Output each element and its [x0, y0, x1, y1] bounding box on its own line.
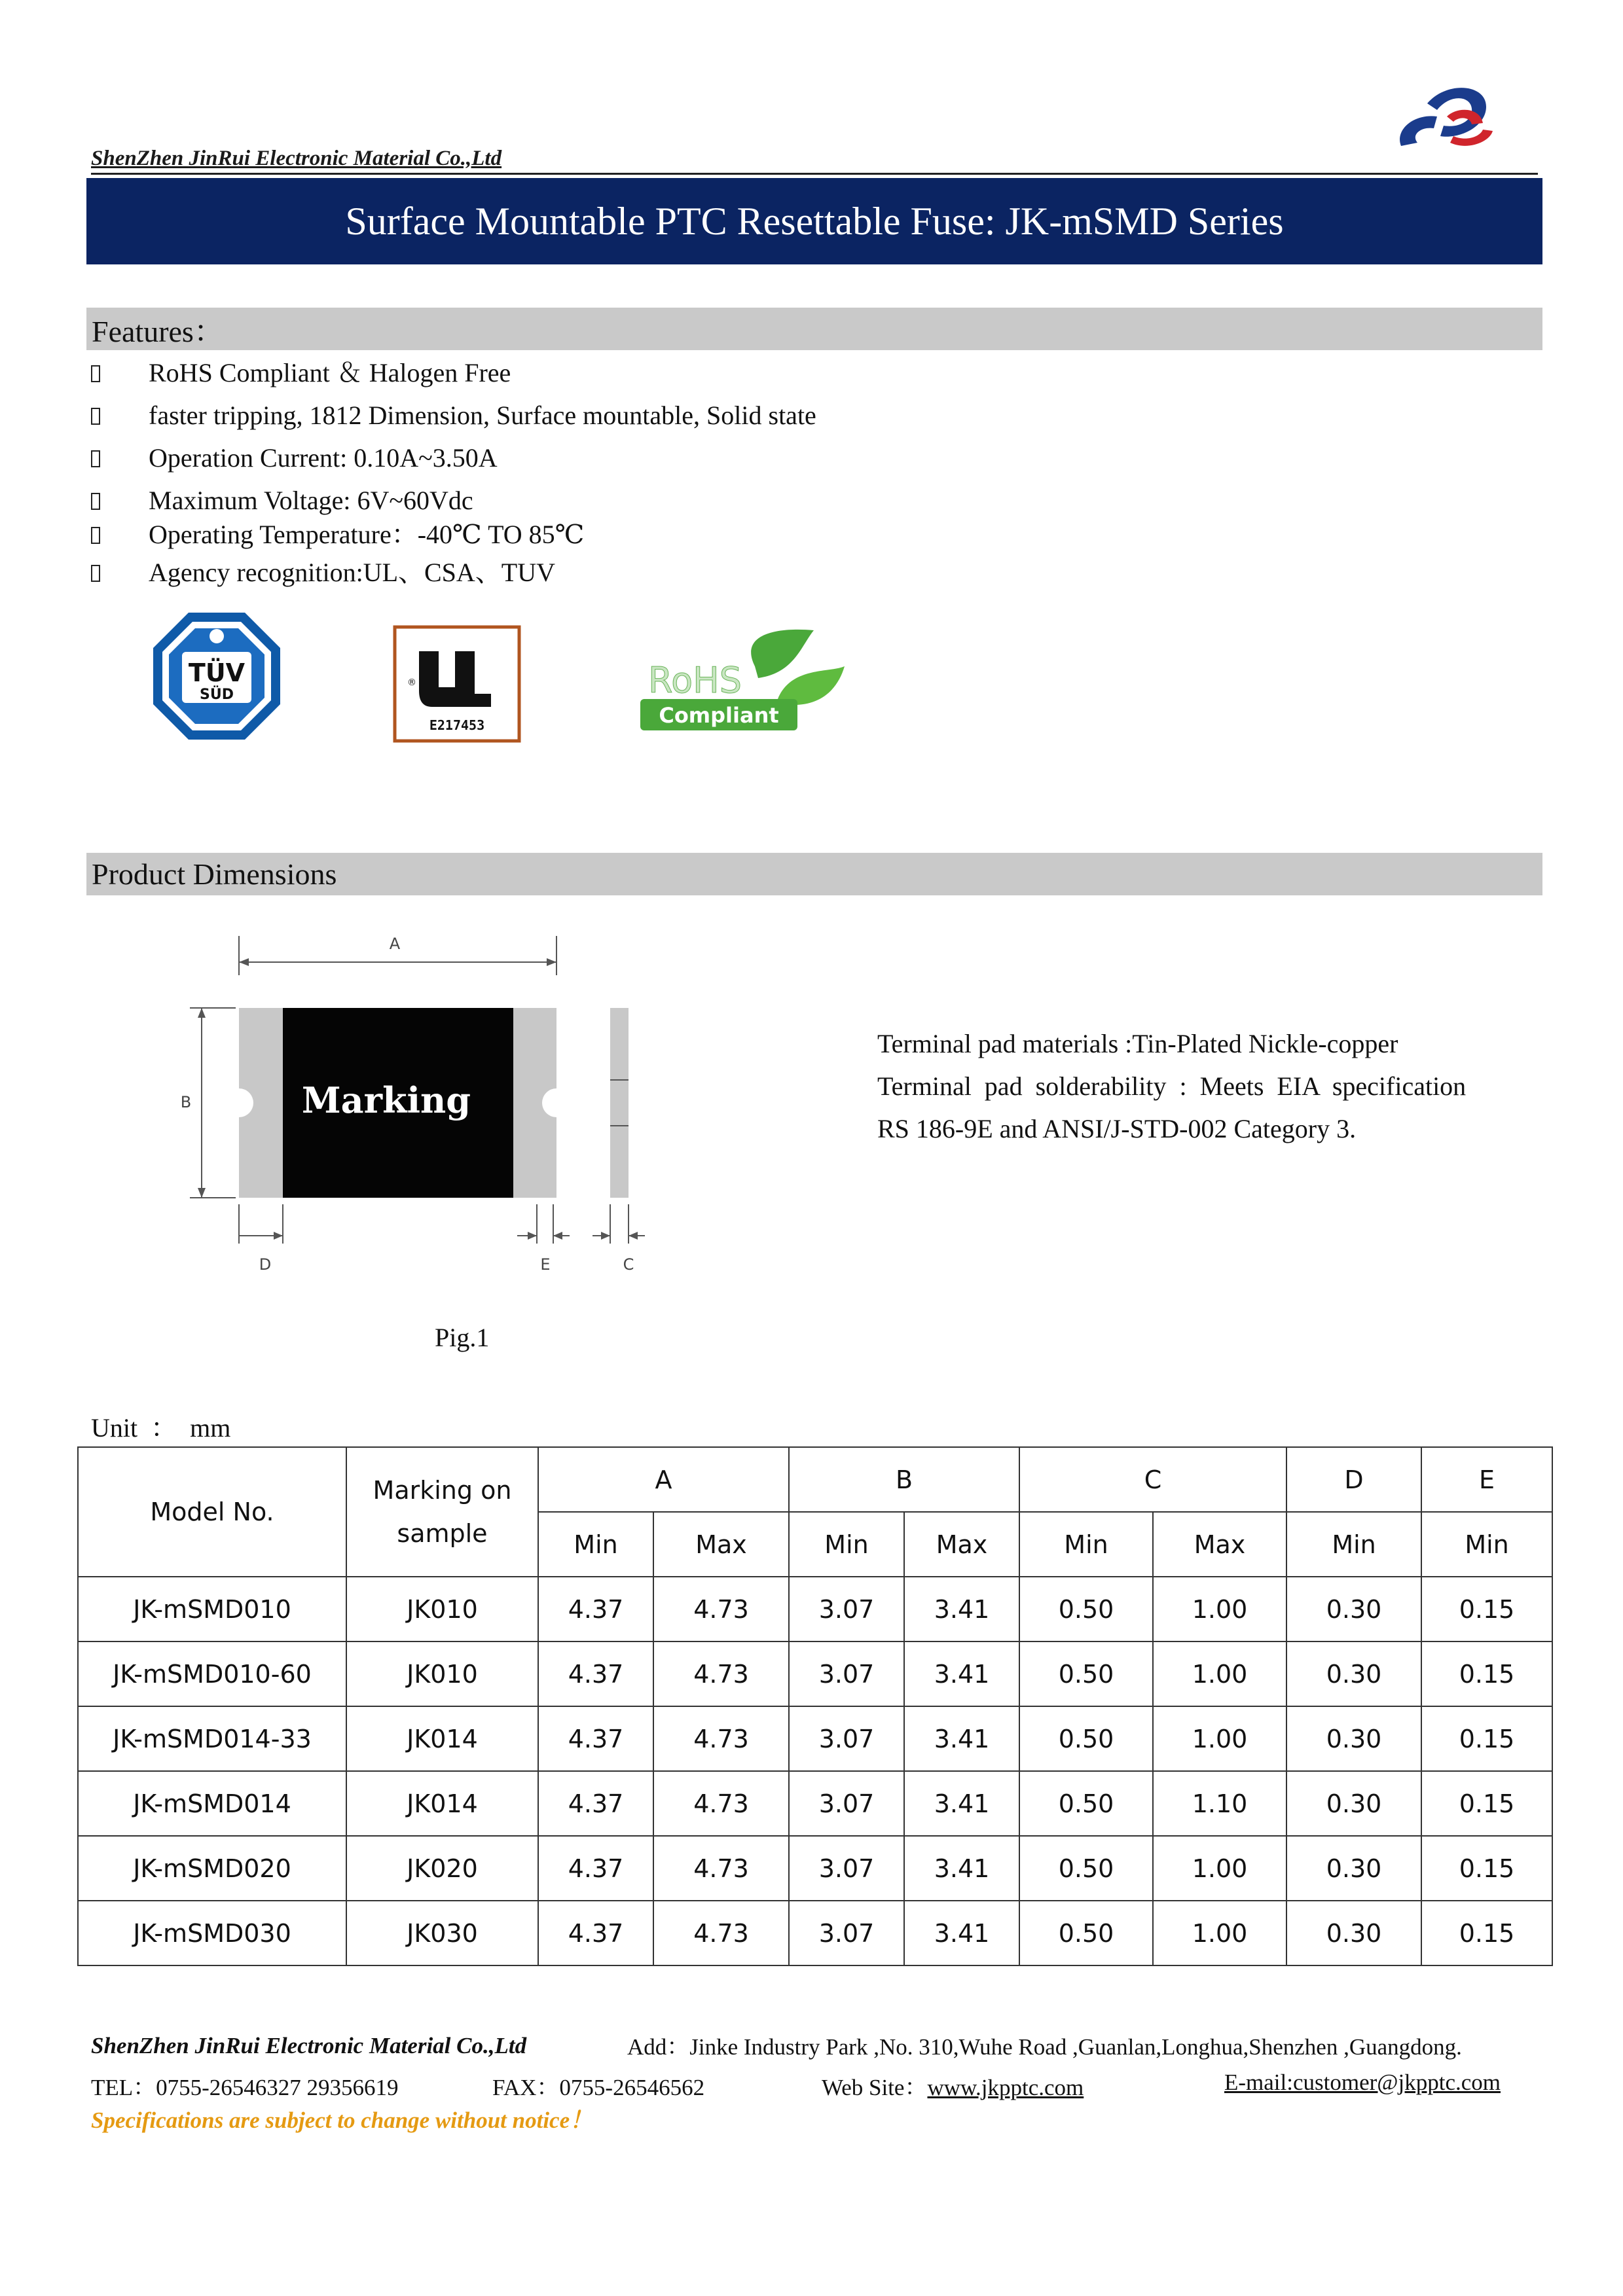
table-header-row [78, 1447, 1552, 1512]
value-cell: 3.41 [904, 1771, 1019, 1836]
svg-text:®: ® [407, 677, 416, 688]
features-heading: Features： [92, 314, 224, 348]
value-cell: 4.73 [653, 1771, 789, 1836]
model-cell: JK-mSMD014-33 [78, 1706, 346, 1771]
value-cell: 4.37 [538, 1706, 653, 1771]
value-cell: 0.15 [1421, 1577, 1552, 1641]
model-cell: JK-mSMD030 [78, 1901, 346, 1965]
value-cell: 0.50 [1019, 1577, 1153, 1641]
subheader-cell: Min [1286, 1512, 1421, 1577]
subheader-cell: Max [904, 1512, 1019, 1577]
table-row [78, 1836, 1552, 1901]
value-cell: 3.07 [789, 1706, 904, 1771]
value-cell: 0.15 [1421, 1706, 1552, 1771]
marking-cell: JK020 [346, 1836, 538, 1901]
value-cell: 3.41 [904, 1706, 1019, 1771]
table-row [78, 1771, 1552, 1836]
compliant-text: Compliant [659, 703, 779, 728]
value-cell: 3.07 [789, 1577, 904, 1641]
value-cell: 0.15 [1421, 1836, 1552, 1901]
value-cell: 4.37 [538, 1901, 653, 1965]
subheader-cell: Max [653, 1512, 789, 1577]
sud-text: SÜD [200, 687, 234, 703]
header-model: Model No. [78, 1447, 346, 1577]
bullet-icon [91, 565, 100, 582]
model-cell: JK-mSMD014 [78, 1771, 346, 1836]
marking-cell: JK014 [346, 1771, 538, 1836]
terminal-line: Terminal pad solderability : Meets EIA specification [877, 1071, 1467, 1101]
header-b: B [789, 1447, 1019, 1512]
value-cell: 3.07 [789, 1771, 904, 1836]
bullet-icon [91, 493, 100, 510]
value-cell: 3.41 [904, 1836, 1019, 1901]
value-cell: 0.30 [1286, 1901, 1421, 1965]
company-name-header: ShenZhen JinRui Electronic Material Co.,Ltd [91, 147, 502, 170]
bullet-icon [91, 527, 100, 544]
value-cell: 0.30 [1286, 1706, 1421, 1771]
value-cell: 4.37 [538, 1577, 653, 1641]
dimension-drawing [170, 916, 668, 1296]
title-band [86, 178, 1542, 264]
footer-fax: FAX：0755-26546562 [492, 2075, 705, 2100]
value-cell: 4.37 [538, 1771, 653, 1836]
footer-tel: TEL：0755-26546327 29356619 [91, 2075, 399, 2100]
value-cell: 4.73 [653, 1577, 789, 1641]
table-row [78, 1641, 1552, 1706]
value-cell: 1.00 [1153, 1836, 1286, 1901]
marking-cell: JK030 [346, 1901, 538, 1965]
label-c: C [623, 1255, 634, 1274]
marking-cell: JK010 [346, 1641, 538, 1706]
footer-company: ShenZhen JinRui Electronic Material Co.,Ltd [91, 2033, 527, 2058]
value-cell: 1.00 [1153, 1577, 1286, 1641]
value-cell: 3.41 [904, 1901, 1019, 1965]
bullet-icon [91, 450, 100, 467]
dimensions-heading: Product Dimensions [92, 857, 337, 891]
value-cell: 3.41 [904, 1641, 1019, 1706]
value-cell: 0.30 [1286, 1771, 1421, 1836]
header-c: C [1019, 1447, 1286, 1512]
footer-email-link[interactable]: E-mail:customer@jkpptc.com [1224, 2070, 1501, 2095]
company-logo [1388, 77, 1499, 162]
value-cell: 0.50 [1019, 1641, 1153, 1706]
marking-cell: JK014 [346, 1706, 538, 1771]
footer-website-group [822, 2070, 1084, 2102]
table-row [78, 1706, 1552, 1771]
bullet-icon [91, 408, 100, 425]
value-cell: 4.37 [538, 1836, 653, 1901]
table-row [78, 1577, 1552, 1641]
value-cell: 0.50 [1019, 1706, 1153, 1771]
footer-website-link[interactable]: www.jkpptc.com [927, 2075, 1084, 2100]
footer-address: Add：Jinke Industry Park ,No. 310,Wuhe Road ,Guanlan,Longhua,Shenzhen ,Guangdong. [627, 2034, 1462, 2060]
value-cell: 4.73 [653, 1836, 789, 1901]
value-cell: 3.07 [789, 1836, 904, 1901]
subheader-cell: Min [1421, 1512, 1552, 1577]
marking-cell: JK010 [346, 1577, 538, 1641]
value-cell: 3.41 [904, 1577, 1019, 1641]
value-cell: 0.15 [1421, 1901, 1552, 1965]
header-d: D [1286, 1447, 1421, 1512]
subheader-cell: Min [789, 1512, 904, 1577]
value-cell: 0.15 [1421, 1641, 1552, 1706]
value-cell: 0.30 [1286, 1641, 1421, 1706]
tuv-sud-badge-icon [149, 609, 284, 744]
label-b: B [180, 1093, 192, 1111]
dimension-table [77, 1446, 1553, 1966]
footer-notice: Specifications are subject to change without notice！ [91, 2108, 593, 2133]
subheader-cell: Min [1019, 1512, 1153, 1577]
document-title: Surface Mountable PTC Resettable Fuse: JK-mSMD Series [345, 199, 1284, 243]
figure-caption: Pig.1 [435, 1323, 490, 1352]
header-marking: Marking on sample [346, 1447, 538, 1577]
ul-code-text: E217453 [429, 717, 485, 733]
value-cell: 0.50 [1019, 1901, 1153, 1965]
value-cell: 4.73 [653, 1641, 789, 1706]
marking-text: Marking [301, 1079, 471, 1121]
ul-badge-icon [393, 625, 521, 743]
label-d: D [259, 1255, 272, 1274]
table-row [78, 1901, 1552, 1965]
dimensions-section-bar [86, 853, 1542, 895]
model-cell: JK-mSMD020 [78, 1836, 346, 1901]
value-cell: 4.73 [653, 1901, 789, 1965]
unit-label: Unit ： mm [91, 1413, 231, 1443]
value-cell: 4.73 [653, 1706, 789, 1771]
value-cell: 0.50 [1019, 1771, 1153, 1836]
bullet-icon [91, 365, 100, 382]
value-cell: 1.10 [1153, 1771, 1286, 1836]
features-section-bar [86, 308, 1542, 350]
terminal-line: RS 186-9E and ANSI/J-STD-002 Category 3. [877, 1114, 1357, 1143]
subheader-cell: Max [1153, 1512, 1286, 1577]
header-rule [91, 173, 1538, 175]
terminal-line: Terminal pad materials :Tin-Plated Nickle-copper [877, 1029, 1398, 1058]
value-cell: 1.00 [1153, 1706, 1286, 1771]
value-cell: 1.00 [1153, 1901, 1286, 1965]
header-a: A [538, 1447, 789, 1512]
model-cell: JK-mSMD010 [78, 1577, 346, 1641]
rohs-text: RoHS [648, 660, 742, 701]
rohs-compliant-badge-icon [640, 627, 848, 742]
value-cell: 1.00 [1153, 1641, 1286, 1706]
value-cell: 0.15 [1421, 1771, 1552, 1836]
value-cell: 4.37 [538, 1641, 653, 1706]
value-cell: 0.30 [1286, 1836, 1421, 1901]
terminal-pad-text [877, 1022, 1516, 1150]
value-cell: 0.30 [1286, 1577, 1421, 1641]
value-cell: 3.07 [789, 1901, 904, 1965]
tuv-text: TÜV [188, 658, 246, 687]
subheader-cell: Min [538, 1512, 653, 1577]
label-e: E [540, 1255, 551, 1274]
footer-website-label: Web Site： [822, 2075, 928, 2100]
header-e: E [1421, 1447, 1552, 1512]
label-a: A [389, 935, 401, 953]
value-cell: 3.07 [789, 1641, 904, 1706]
value-cell: 0.50 [1019, 1836, 1153, 1901]
model-cell: JK-mSMD010-60 [78, 1641, 346, 1706]
